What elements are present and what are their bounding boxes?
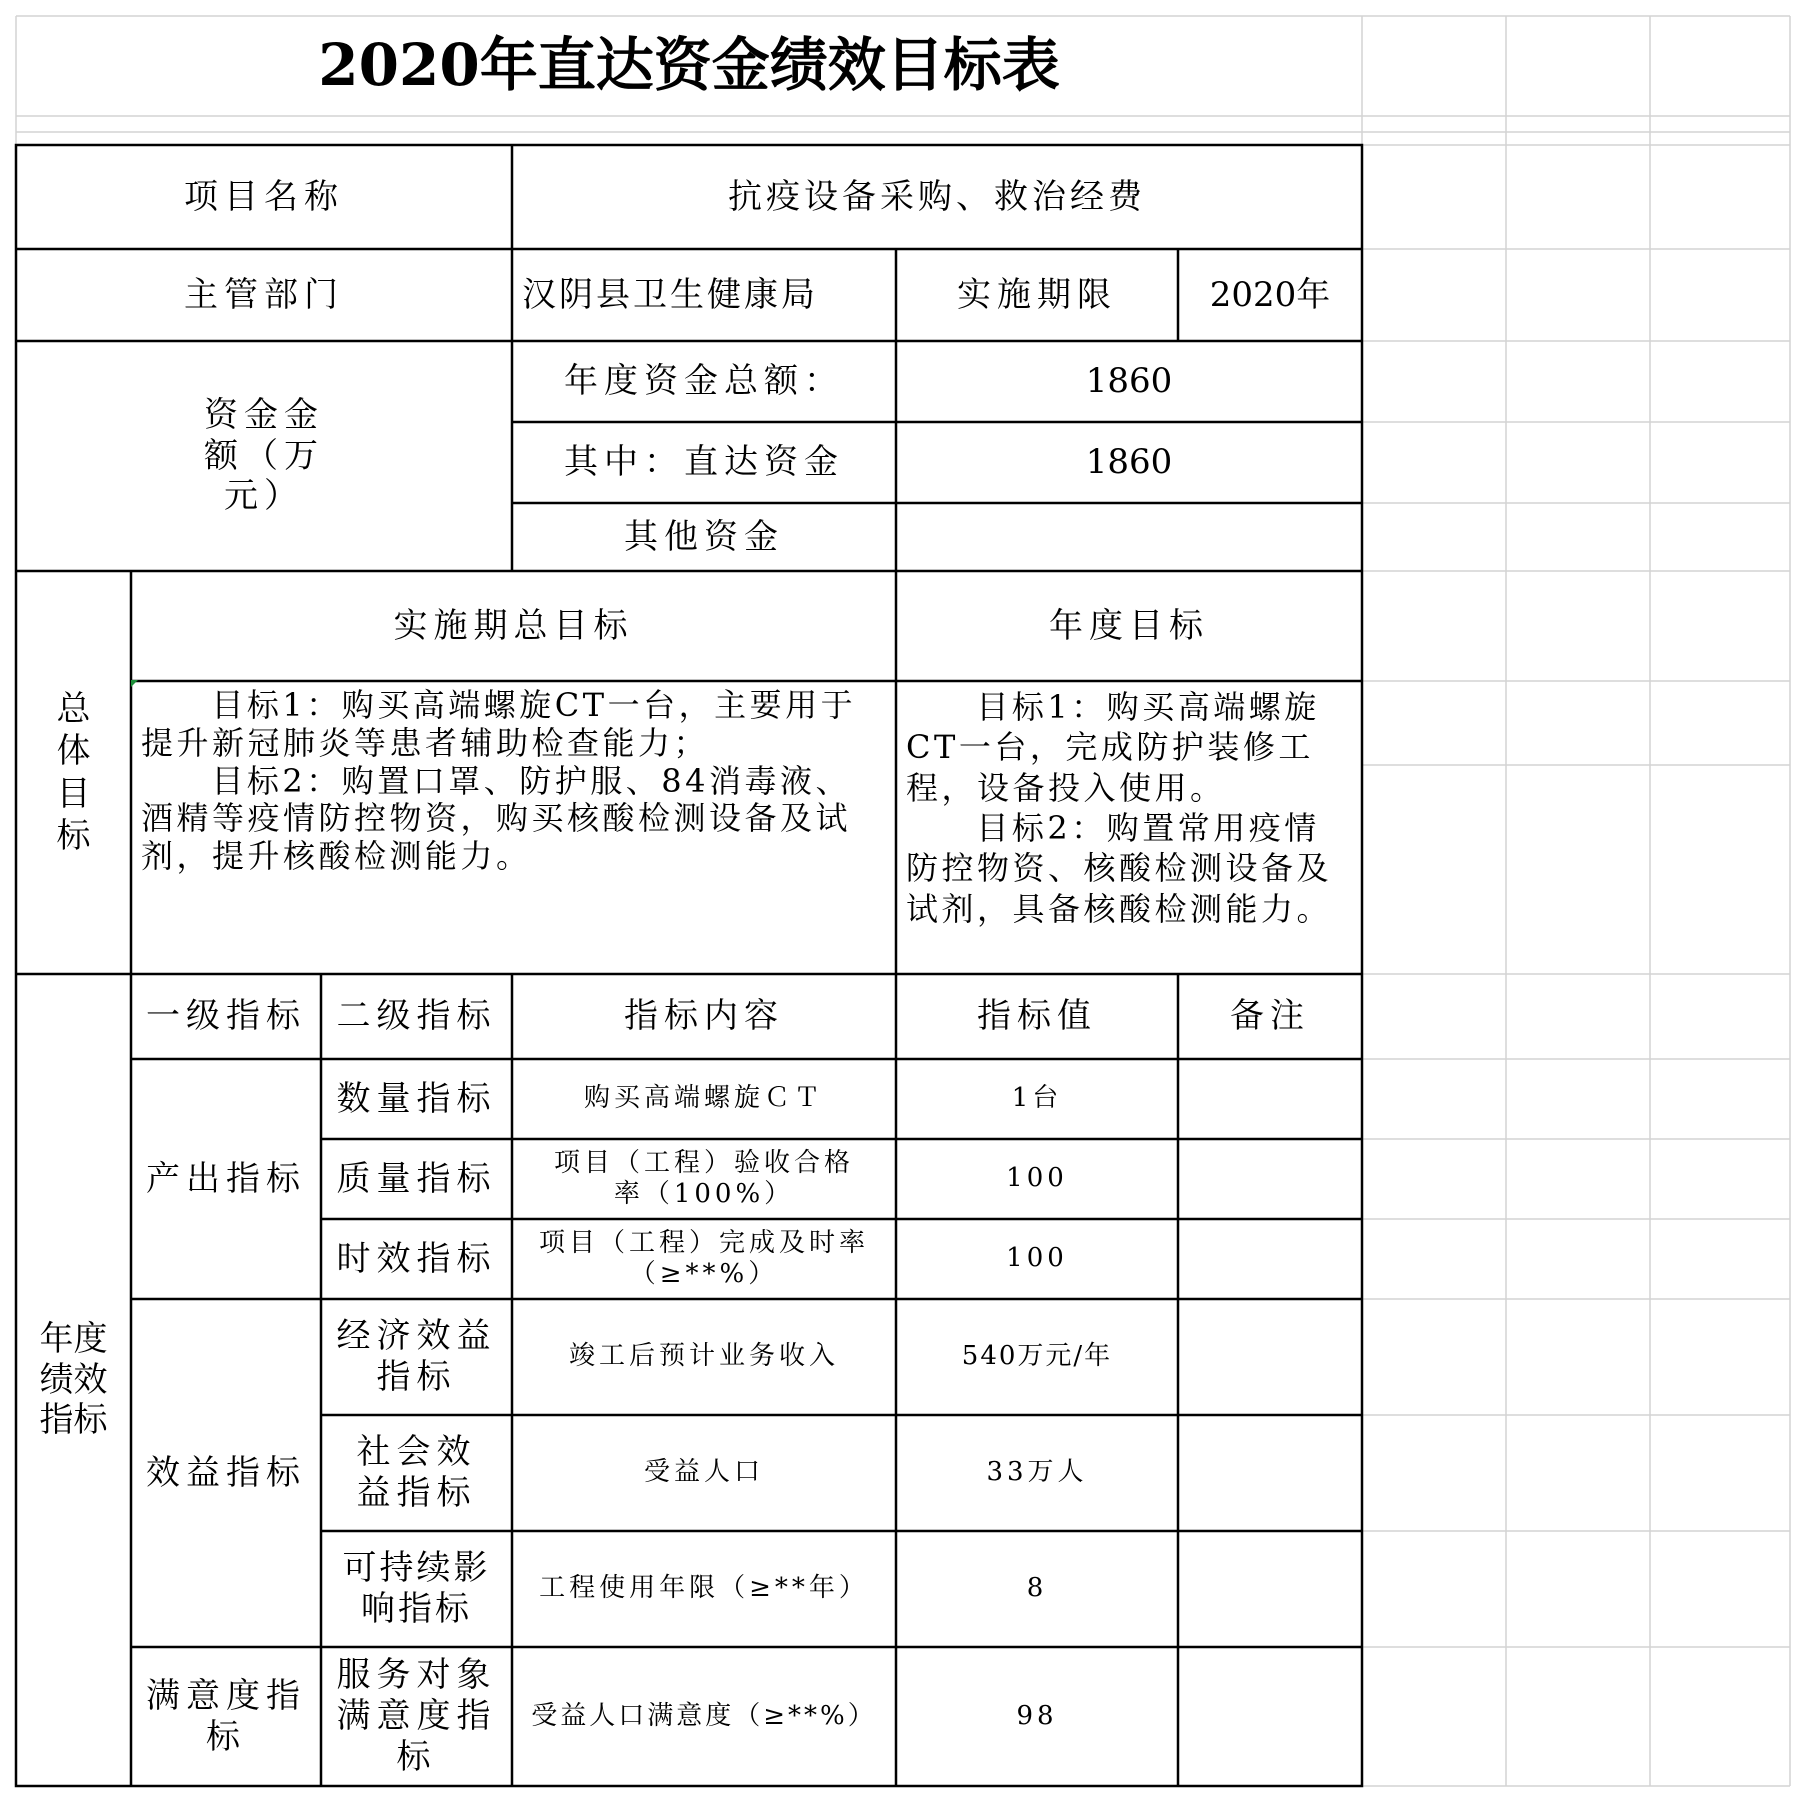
group-output: 产出指标: [146, 1158, 306, 1199]
value-cell[interactable]: 540万元/年: [961, 1341, 1113, 1372]
annual-goal-text[interactable]: [896, 681, 1362, 974]
level2-cell: 经济效益指标: [336, 1316, 497, 1397]
content-cell[interactable]: 受益人口满意度（≥**%）: [531, 1700, 877, 1731]
period-goal-1: 目标1：购买高端螺旋CT一台，主要用于提升新冠肺炎等患者辅助检查能力；: [141, 686, 857, 762]
level2-cell: 质量指标: [336, 1158, 497, 1199]
header-level1: 一级指标: [146, 996, 306, 1037]
note-cell[interactable]: [1178, 1647, 1362, 1786]
annual-goal-1: 目标1：购买高端螺旋CT一台，完成防护装修工程，设备投入使用。: [906, 688, 1320, 807]
header-level2: 二级指标: [336, 996, 497, 1037]
note-cell[interactable]: [1178, 1415, 1362, 1531]
period-label: 实施期限: [957, 274, 1117, 315]
project-name-value[interactable]: 抗疫设备采购、救治经费: [728, 176, 1146, 217]
funds-total-label: 年度资金总额：: [564, 361, 844, 402]
value-cell[interactable]: 98: [1016, 1700, 1058, 1731]
value-cell[interactable]: 100: [1006, 1243, 1068, 1274]
content-cell[interactable]: 竣工后预计业务收入: [568, 1341, 839, 1372]
content-cell[interactable]: 项目（工程）完成及时率（≥**%）: [538, 1227, 869, 1289]
header-note: 备注: [1230, 996, 1310, 1037]
content-cell[interactable]: 购买高端螺旋ＣＴ: [583, 1083, 824, 1114]
funds-other-value[interactable]: [896, 503, 1362, 571]
funds-total-value[interactable]: 1860: [1085, 361, 1173, 402]
header-content: 指标内容: [624, 996, 784, 1037]
content-cell[interactable]: 工程使用年限（≥**年）: [539, 1573, 869, 1604]
page-title: 2020年直达资金绩效目标表: [318, 31, 1060, 100]
annual-indicator-label: 年度绩效指标: [39, 1318, 108, 1441]
level2-cell: 服务对象满意度指标: [336, 1655, 497, 1777]
header-value: 指标值: [977, 996, 1097, 1037]
annual-goal-header: 年度目标: [1049, 605, 1209, 646]
annual-goal-2: 目标2：购置常用疫情防控物资、核酸检测设备及试剂，具备核酸检测能力。: [906, 808, 1333, 928]
value-cell[interactable]: 8: [1026, 1573, 1048, 1604]
funds-other-label: 其他资金: [624, 516, 784, 557]
note-cell[interactable]: [1178, 1139, 1362, 1219]
level2-cell: 社会效益指标: [356, 1432, 477, 1513]
content-cell[interactable]: 项目（工程）验收合格率（100%）: [553, 1147, 854, 1209]
funds-label: 资金金额（万元）: [204, 394, 324, 517]
note-cell[interactable]: [1178, 1059, 1362, 1139]
note-cell[interactable]: [1178, 1219, 1362, 1299]
period-goal-header: 实施期总目标: [393, 605, 634, 646]
period-goal-text[interactable]: [131, 681, 896, 974]
group-satisfaction: 满意度指标: [146, 1675, 306, 1757]
overall-goal-label: 总体目标: [56, 688, 91, 856]
note-cell[interactable]: [1178, 1299, 1362, 1415]
group-benefit: 效益指标: [146, 1452, 306, 1493]
department-label: 主管部门: [184, 274, 344, 315]
value-cell[interactable]: 33万人: [986, 1457, 1088, 1488]
level2-cell: 可持续影响指标: [342, 1548, 491, 1629]
funds-direct-value[interactable]: 1860: [1085, 442, 1173, 483]
level2-cell: 数量指标: [336, 1078, 497, 1119]
value-cell[interactable]: 100: [1006, 1163, 1068, 1194]
note-cell[interactable]: [1178, 1531, 1362, 1647]
value-cell[interactable]: 1台: [1011, 1083, 1063, 1114]
level2-cell: 时效指标: [336, 1238, 497, 1279]
content-cell[interactable]: 受益人口: [643, 1457, 764, 1488]
project-name-label: 项目名称: [184, 176, 344, 217]
funds-direct-label: 其中：直达资金: [564, 442, 844, 483]
department-value[interactable]: 汉阴县卫生健康局: [522, 274, 818, 315]
period-value[interactable]: 2020年: [1209, 274, 1331, 315]
period-goal-2: 目标2：购置口罩、防护服、84消毒液、酒精等疫情防控物资，购买核酸检测设备及试剂，提升核酸检测能力。: [141, 761, 852, 875]
